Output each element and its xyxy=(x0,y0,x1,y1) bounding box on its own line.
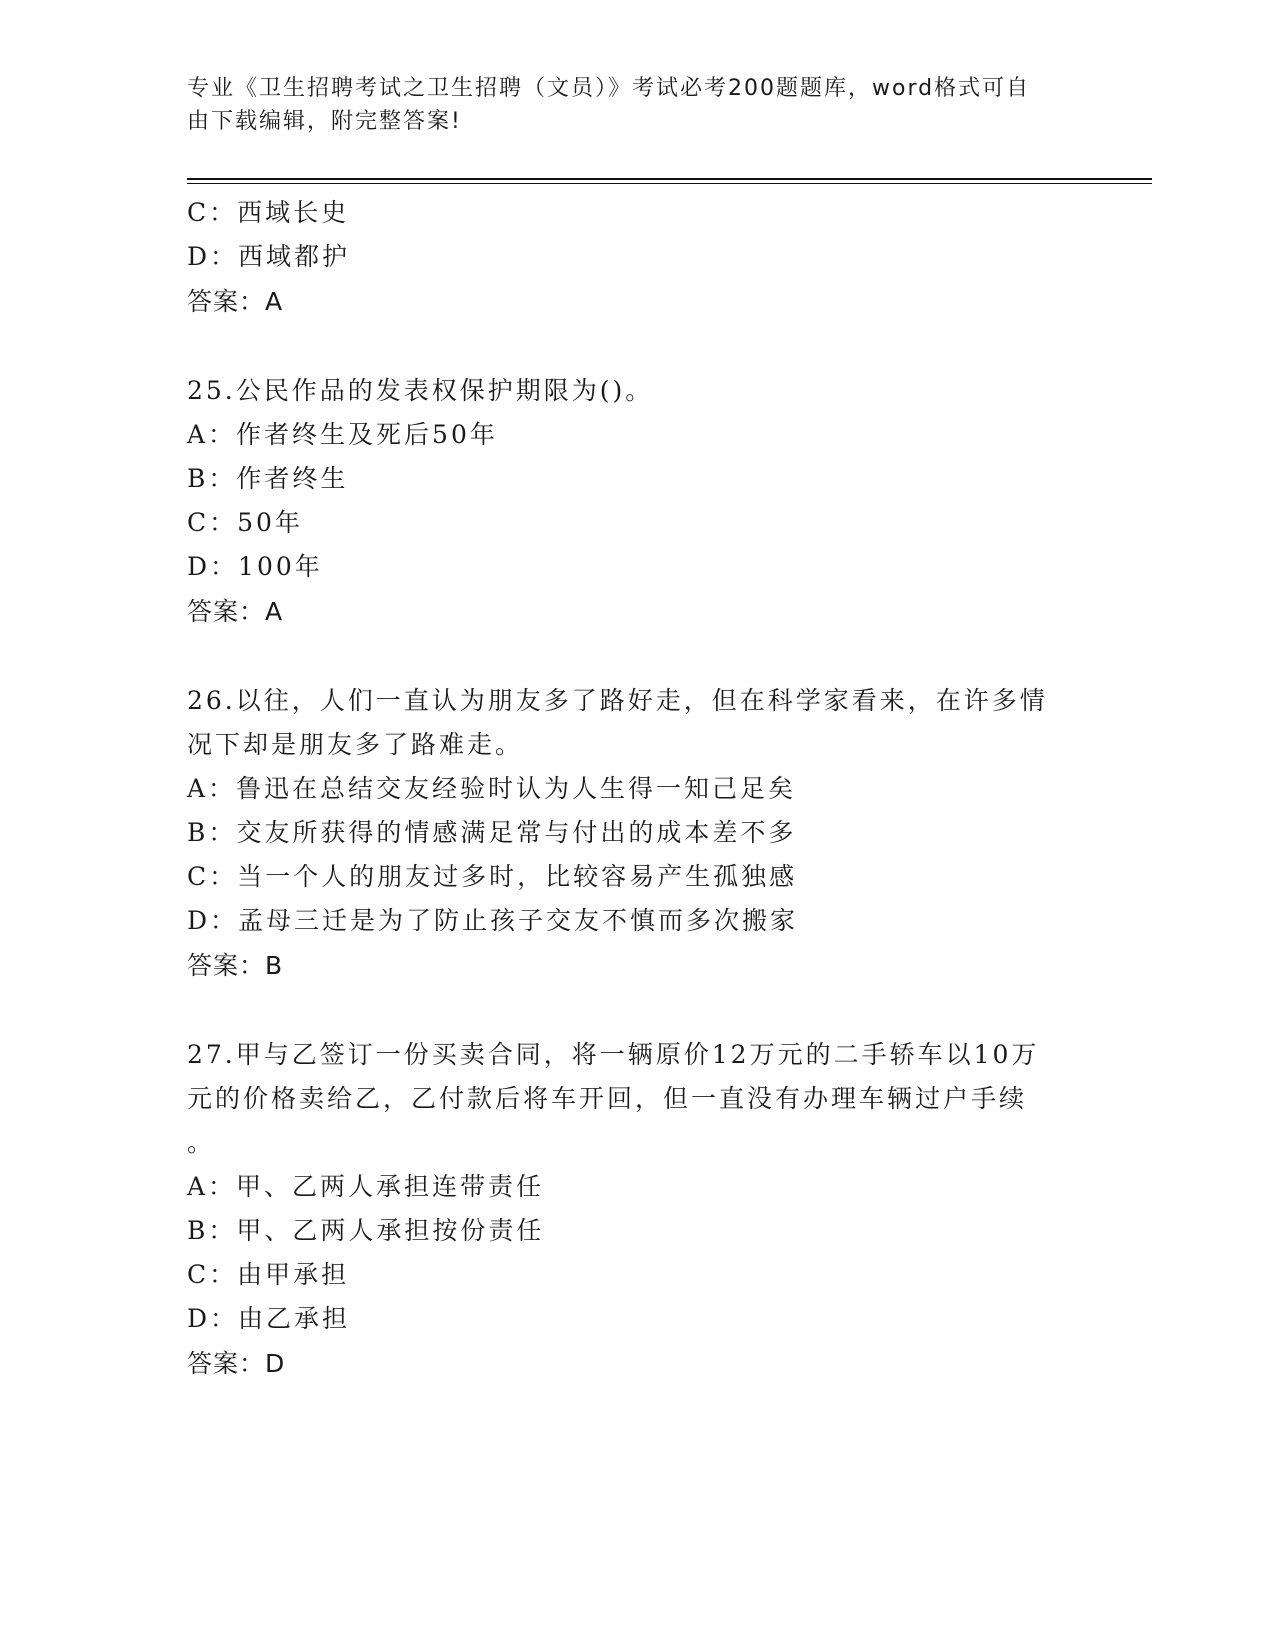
header-line-1: 专业《卫生招聘考试之卫生招聘（文员）》考试必考200题题库，word格式可自 xyxy=(187,76,1031,101)
q27-option-c: C：由甲承担 xyxy=(187,1260,350,1289)
header-line-2: 由下载编辑，附完整答案! xyxy=(187,109,462,134)
header-divider-thin xyxy=(187,183,1152,184)
q25-option-d: D：100年 xyxy=(187,552,323,581)
q27-option-b: B：甲、乙两人承担按份责任 xyxy=(187,1216,545,1245)
q27-stem-line-3: 。 xyxy=(187,1128,216,1157)
q27-option-a: A：甲、乙两人承担连带责任 xyxy=(187,1172,545,1201)
q25-option-c: C：50年 xyxy=(187,508,303,537)
q26-option-d: D：孟母三迁是为了防止孩子交友不慎而多次搬家 xyxy=(187,906,799,935)
q26-option-c: C：当一个人的朋友过多时，比较容易产生孤独感 xyxy=(187,862,798,891)
q25-option-b: B：作者终生 xyxy=(187,464,349,493)
q27-answer: 答案：D xyxy=(187,1349,286,1378)
q26-option-a: A：鲁迅在总结交友经验时认为人生得一知己足矣 xyxy=(187,774,797,803)
header-divider-thick xyxy=(187,178,1152,180)
q26-stem-line-2: 况下却是朋友多了路难走。 xyxy=(187,730,524,759)
q25-option-a: A：作者终生及死后50年 xyxy=(187,420,498,449)
q27-stem-line-2: 元的价格卖给乙，乙付款后将车开回，但一直没有办理车辆过户手续 xyxy=(187,1084,1028,1113)
q25-answer: 答案：A xyxy=(187,597,284,626)
q24-answer: 答案：A xyxy=(187,287,284,316)
document-header xyxy=(187,72,1067,138)
q27-stem-line-1: 27.甲与乙签订一份买卖合同，将一辆原价12万元的二手轿车以10万 xyxy=(187,1040,1040,1069)
q24-option-c: C：西域长史 xyxy=(187,198,350,227)
q26-option-b: B：交友所获得的情感满足常与付出的成本差不多 xyxy=(187,818,797,847)
q25-stem: 25.公民作品的发表权保护期限为()。 xyxy=(187,376,654,405)
q26-answer: 答案：B xyxy=(187,951,284,980)
q26-stem-line-1: 26.以往，人们一直认为朋友多了路好走，但在科学家看来，在许多情 xyxy=(187,686,1048,715)
q27-option-d: D：由乙承担 xyxy=(187,1304,351,1333)
q24-option-d: D：西域都护 xyxy=(187,242,351,271)
